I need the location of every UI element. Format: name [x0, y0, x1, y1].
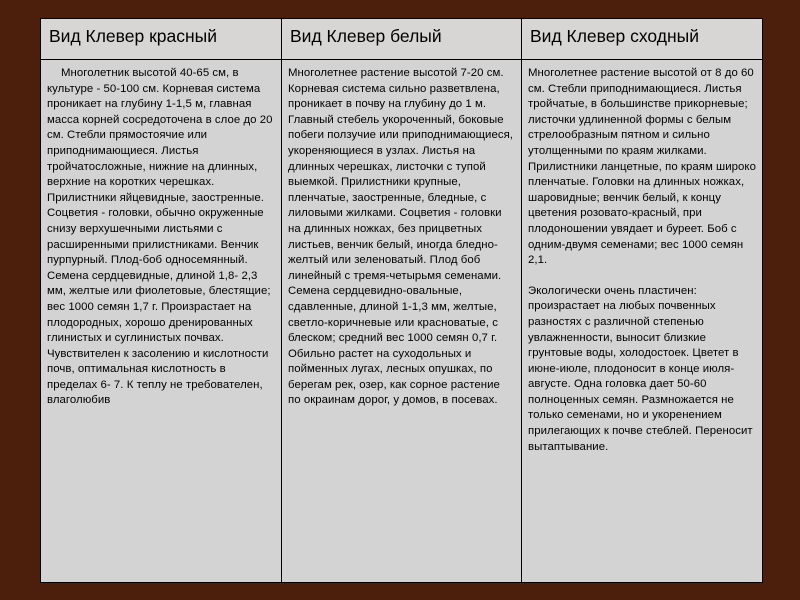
clover-comparison-table [40, 18, 763, 583]
cell-white-clover [282, 60, 522, 583]
header-white-clover: Вид Клевер белый [282, 19, 522, 60]
similar-clover-ecology: Экологически очень пластичен: произрастает на любых почвенных разностях с различной степенью увлажненности, выносит близкие грунтовые воды, холодостоек. Цветет в июне-июле, плодоносит в конце июля-августе. Одна головка дает 50-60 полноценных семян. Размножается не только семенами, но и укоренением прилегающих к почве стеблей. Переносит вытаптывание. [528, 284, 753, 453]
red-clover-ecology: Чувствителен к засолению и кислотности почв, оптимальная кислотность в пределах 6- 7. К теплу не требователен, влаголюбив [47, 347, 269, 407]
header-similar-clover: Вид Клевер сходный [522, 19, 763, 60]
similar-clover-description: Многолетнее растение высотой от 8 до 60 см. Стебли приподнимающиеся. Листья тройчатые, в большинстве прикорневые; листочки удлиненной формы с белым стрелообразным пятном и сильно утолщенными по краям жилками. Прилистники ланцетные, по краям широко пленчатые. Головки на длинных ножках, шаровидные; венчик белый, к концу цветения розовато-красный, при плодоношении увядает и буреет. Боб с одним-двумя семенами; вес 1000 семян 2,1. [528, 67, 756, 267]
cell-similar-clover [522, 60, 763, 583]
paragraph-gap [528, 269, 756, 284]
white-clover-description: Многолетнее растение высотой 7-20 см. Корневая система сильно разветвлена, проникает в почву на глубину до 1 м. Главный стебель укороченный, боковые побеги ползучие или приподнимающиеся, укореняющиеся в узлах. Листья на длинных черешках, листочки с тупой выемкой. Прилистники крупные, пленчатые, заостренные, бледные, с лиловыми жилками. Соцветия - головки на длинных ножках, без прицветных листьев, венчик белый, иногда бледно-желтый или зеленоватый. Плод боб линейный с тремя-четырьмя семенами. Семена сердцевидно-овальные, сдавленные, длиной 1-1,3 мм, желтые, светло-коричневые или красноватые, с блеском; средний вес 1000 семян 0,7 г. [288, 67, 514, 345]
header-row [41, 19, 763, 60]
white-clover-ecology: Обильно растет на суходольных и пойменных лугах, лесных опушках, по берегам рек, озер, как сорное растение по окраинам дорог, у домов, в посевах. [288, 347, 500, 407]
cell-red-clover [41, 60, 282, 583]
red-clover-description: Многолетник высотой 40-65 см, в культуре - 50-100 см. Корневая система проникает на глубину 1-1,5 м, главная масса корней сосредоточена в слое до 20 см. Стебли прямостоячие или приподнимающиеся. Листья тройчатосложные, нижние на длинных, верхние на коротких черешках. Прилистники яйцевидные, заостренные. Соцветия - головки, обычно окруженные снизу верхушечными листьями с расширенными прилистниками. Венчик пурпурный. Плод-боб односемянный. Семена сердцевидные, длиной 1,8- 2,3 мм, желтые или фиолетовые, блестящие; вес 1000 семян 1,7 г. Произрастает на плодородных, хорошо дренированных глинистых и суглинистых почвах. [47, 67, 273, 345]
body-row [41, 60, 763, 583]
header-red-clover: Вид Клевер красный [41, 19, 282, 60]
